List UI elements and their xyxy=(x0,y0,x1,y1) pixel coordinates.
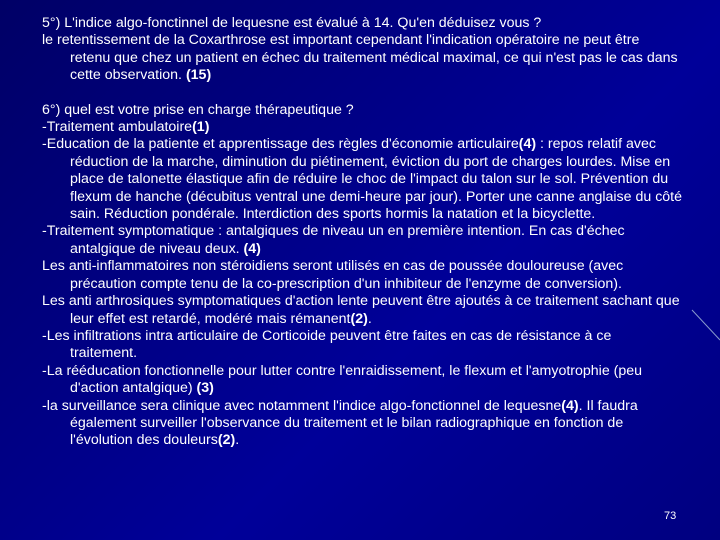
slide-body xyxy=(42,15,682,450)
item-surveillance: -la surveillance sera clinique avec notamment l'indice algo-fonctionnel de lequesne(4). Il faudra également surveiller l'observance du traitement et le bilan radiographique en fonction de l'évolution des douleurs(2). xyxy=(42,397,638,449)
question-6: 6°) quel est votre prise en charge thérapeutique ? xyxy=(42,101,354,118)
item-ambulatoire: -Traitement ambulatoire(1) xyxy=(42,119,210,136)
item-education: -Education de la patiente et apprentissage des règles d'économie articulaire(4) : repos relatif avec réduction de la marche, diminution du piétinement, éviction du port de charges lourdes. Mise en place de talonette élastique afin de réduire le choc de l'impact du talon sur le sol. Prévention du flexum de hanche (décubitus ventral une demi-heure par jour). Porter une canne anglaise du côté sain. Réduction pondérale. Interdiction des sports hormis la natation et la bicyclette. xyxy=(42,136,683,223)
item-reeducation: -La rééducation fonctionnelle pour lutter contre l'enraidissement, le flexum et l'amyotrophie (peu d'action antalgique) (3) xyxy=(42,362,643,397)
question-5: 5°) L'indice algo-fonctinnel de lequesne est évalué à 14. Qu'en déduisez vous ? xyxy=(42,15,542,31)
page-number: 73 xyxy=(664,510,677,522)
item-symptomatique: -Traitement symptomatique : antalgiques de niveau un en première intention. En cas d'échec antalgique de niveau deux. (4) xyxy=(42,223,625,257)
item-ains: Les anti-inflammatoires non stéroidiens seront utilisés en cas de poussée douloureuse (avec précaution compte tenu de la co-prescription d'un inhibiteur de l'enzyme de conversion). xyxy=(42,258,624,292)
decorative-line xyxy=(690,300,720,360)
item-infiltrations: -Les infiltrations intra articulaire de Corticoide peuvent être faites en cas de résistance à ce traitement. xyxy=(42,327,612,362)
item-anti-arthrosiques: Les anti arthrosiques symptomatiques d'action lente peuvent être ajoutés à ce traitement sachant que leur effet est retardé, modéré mais rémanent(2). xyxy=(42,293,680,327)
answer-5: le retentissement de la Coxarthrose est important cependant l'indication opératoire ne peut être retenu que chez un patient en échec du traitement médical maximal, ce qui n'est pas le cas dans cette observation. (15) xyxy=(42,32,678,84)
